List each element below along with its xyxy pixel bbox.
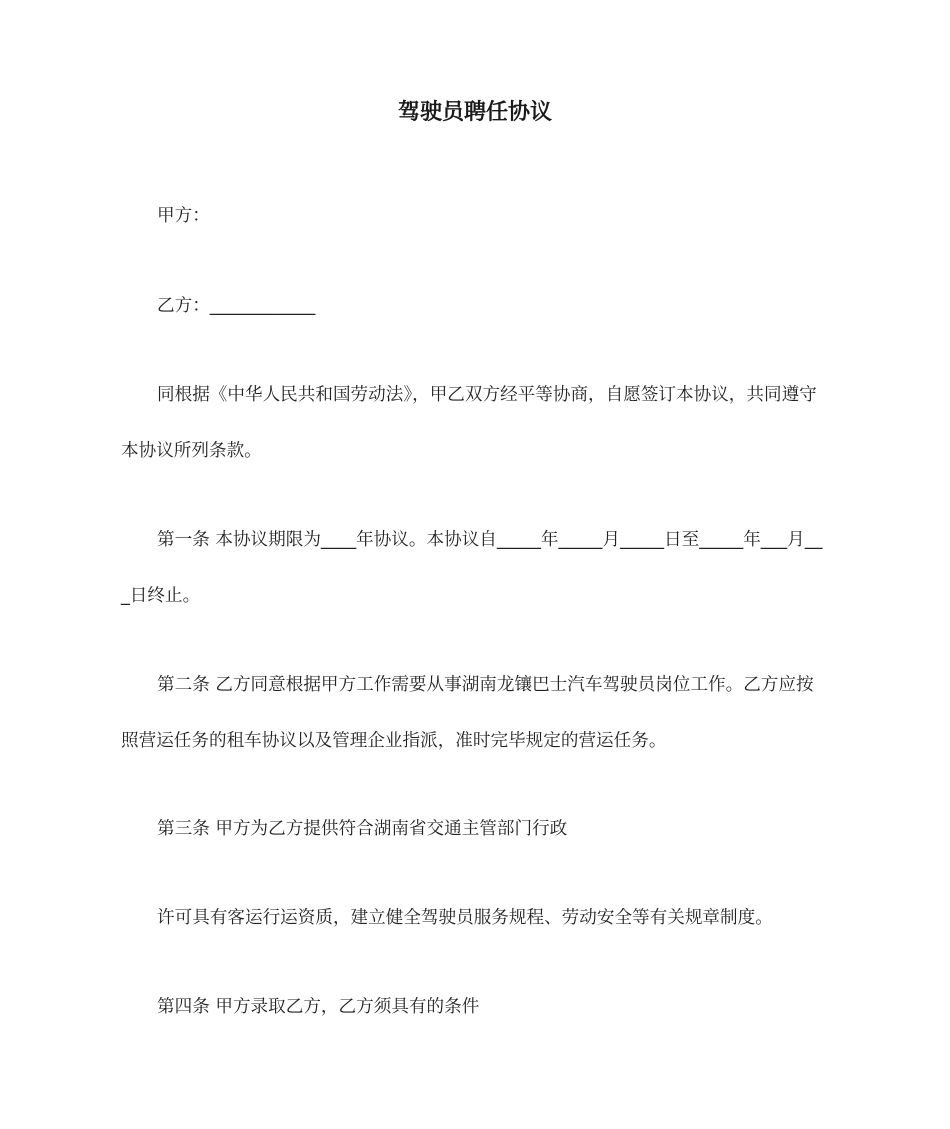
document-title: 驾驶员聘任协议 xyxy=(397,100,552,125)
party-a-line: 甲方： xyxy=(157,206,210,226)
party-b-line: 乙方：____________ xyxy=(157,296,316,316)
article-3-line-2: 许可具有客运行运资质，建立健全驾驶员服务规程、劳动安全等有关规章制度。 xyxy=(157,908,773,928)
intro-paragraph: 同根据《中华人民共和国劳动法》，甲乙双方经平等协商，自愿签订本协议，共同遵守本协议所列条款。 xyxy=(121,385,817,461)
article-3-line-1: 第三条 甲方为乙方提供符合湖南省交通主管部门行政 xyxy=(157,819,568,839)
article-2-paragraph: 第二条 乙方同意根据甲方工作需要从事湖南龙镶巴士汽车驾驶员岗位工作。乙方应按照营运任务的租车协议以及管理企业指派，准时完毕规定的营运任务。 xyxy=(121,675,814,751)
article-1-paragraph: 第一条 本协议期限为____年协议。本协议自_____年_____月_____日至_____年___月___日终止。 xyxy=(121,530,823,606)
article-4-paragraph: 第四条 甲方录取乙方，乙方须具有的条件 xyxy=(157,997,480,1017)
